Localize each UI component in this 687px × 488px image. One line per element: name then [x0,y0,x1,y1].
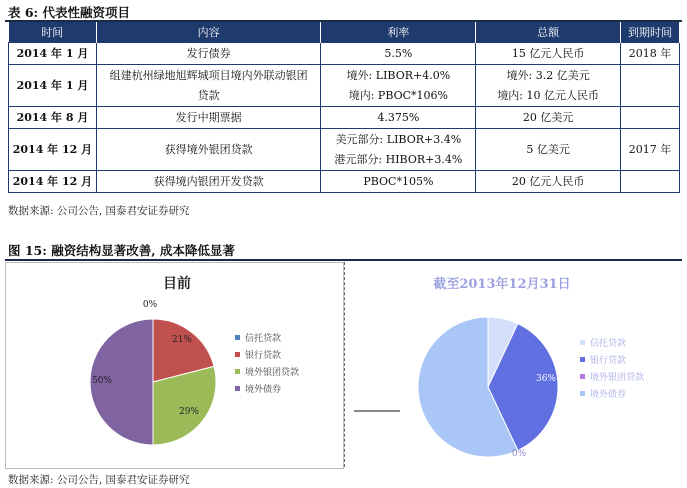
cell-rate-line: 境外: LIBOR+4.0% [346,68,451,82]
table-row [9,171,680,193]
legend-label: 境外银团贷款 [590,373,645,383]
cell-rate-line: 美元部分: LIBOR+3.4% [335,132,462,146]
cell-content: 获得境外银团贷款 [96,129,321,171]
cell-time: 2014 年 1 月 [9,65,97,107]
cell-rate-line: 境内: PBOC*106% [348,88,449,102]
cell-total: 15 亿元人民币 [476,43,621,65]
cell-time: 2014 年 12 月 [9,171,97,193]
table-row [9,129,680,171]
cell-rate: PBOC*105% [321,171,476,193]
table-row [9,107,680,129]
cell-rate: 4.375% [321,107,476,129]
cell-content: 发行债券 [96,43,321,65]
cell-content-line: 组建杭州绿地旭辉城项目境内外联动银团 [109,68,308,82]
cell-rate: 5.5% [321,43,476,65]
cell-time: 2014 年 12 月 [9,129,97,171]
cell-time: 2014 年 1 月 [9,43,97,65]
legend-swatch [235,369,240,374]
table-row [9,65,680,107]
pie-data-label: 21% [171,335,193,345]
table-header-row [9,22,680,43]
header-due: 到期时间 [621,22,680,43]
pie-chart-current [5,262,342,467]
cell-total [476,65,621,107]
legend-swatch [235,352,240,357]
cell-due: 2018 年 [621,43,680,65]
cell-total: 20 亿美元 [476,107,621,129]
cell-rate-line: 港元部分: HIBOR+3.4% [334,152,463,166]
legend-swatch [580,340,585,345]
legend-swatch [235,386,240,391]
pie-data-label: 0% [142,300,158,310]
header-total: 总额 [476,22,621,43]
figure-source-note: 数据来源: 公司公告, 国泰君安证券研究 [8,474,190,486]
pie-data-label: 36% [535,374,557,384]
figure-title-rule [5,259,682,261]
cell-total-line: 境内: 10 亿元人民币 [497,88,600,102]
cell-due: 2017 年 [621,129,680,171]
legend-label: 银行贷款 [245,351,282,361]
header-rate: 利率 [321,22,476,43]
cell-due [621,65,680,107]
cell-content: 发行中期票据 [96,107,321,129]
legend-swatch [235,335,240,340]
table-title: 表 6: 代表性融资项目 [8,5,131,20]
cell-content [96,65,321,107]
cell-time: 2014 年 8 月 [9,107,97,129]
chart-title: 截至2013年12月31日 [433,277,571,292]
pie-chart-2013 [348,262,682,467]
header-time: 时间 [9,22,97,43]
financing-projects-table [8,22,680,193]
legend-swatch [580,391,585,396]
cell-content: 获得境内银团开发贷款 [96,171,321,193]
cell-due [621,107,680,129]
pie-data-label: 29% [178,407,200,417]
panel-divider [344,262,345,467]
cell-total: 5 亿美元 [476,129,621,171]
table-source-note: 数据来源: 公司公告, 国泰君安证券研究 [8,205,190,217]
cell-content-line: 贷款 [197,88,220,102]
legend-swatch [580,374,585,379]
cell-total-line: 境外: 3.2 亿美元 [506,68,590,82]
chart-title: 目前 [163,276,191,292]
header-content: 内容 [96,22,321,43]
figure-title: 图 15: 融资结构显著改善, 成本降低显著 [8,243,235,258]
legend-label: 境外债券 [245,385,282,395]
legend-swatch [580,357,585,362]
cell-due [621,171,680,193]
legend-label: 境外债券 [590,390,627,400]
cell-total: 20 亿元人民币 [476,171,621,193]
pie-data-label: 0% [511,449,527,459]
table-row [9,43,680,65]
legend-label: 信托贷款 [245,334,282,344]
pie-data-label: 50% [91,376,113,386]
legend-label: 信托贷款 [590,339,627,349]
cell-rate [321,65,476,107]
legend-label: 银行贷款 [590,356,627,366]
legend-label: 境外银团贷款 [245,368,300,378]
cell-rate [321,129,476,171]
